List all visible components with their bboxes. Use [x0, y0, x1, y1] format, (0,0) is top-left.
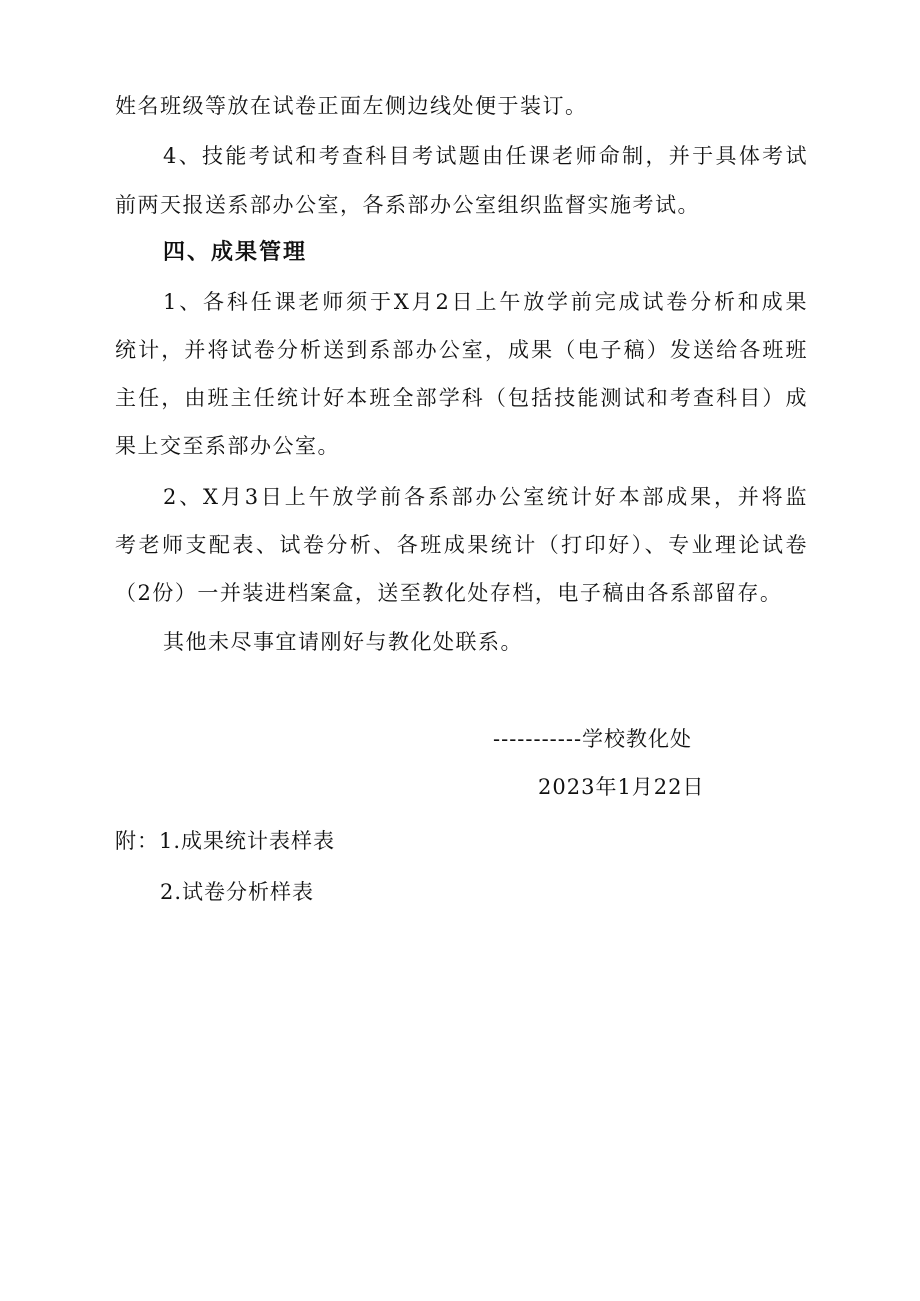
paragraph-continuation-line: 姓名班级等放在试卷正面左侧边线处便于装订。	[115, 94, 588, 118]
signature-date: 2023年1月22日	[538, 775, 705, 799]
attachment-item-2: 2.试卷分析样表	[160, 880, 315, 904]
item4-line-1: 4、技能考试和考查科目考试题由任课老师命制，并于具体考试	[163, 144, 808, 168]
result-item2-line-1: 2、X月3日上午放学前各系部办公室统计好本部成果，并将监	[163, 485, 808, 509]
result-item1-line-3: 主任，由班主任统计好本班全部学科（包括技能测试和考查科目）成	[115, 386, 808, 410]
attachment-item-1: 附：1.成果统计表样表	[115, 829, 336, 853]
result-item1-line-4: 果上交至系部办公室。	[115, 434, 340, 458]
result-item2-line-2: 考老师支配表、试卷分析、各班成果统计（打印好）、专业理论试卷	[115, 533, 808, 557]
other-note: 其他未尽事宜请刚好与教化处联系。	[163, 630, 523, 654]
section4-heading: 四、成果管理	[163, 240, 308, 265]
result-item1-line-1: 1、各科任课老师须于X月2日上午放学前完成试卷分析和成果	[163, 290, 808, 314]
signature-org: -----------学校教化处	[493, 727, 693, 751]
result-item1-line-2: 统计，并将试卷分析送到系部办公室，成果（电子稿）发送给各班班	[115, 338, 808, 362]
item4-line-2: 前两天报送系部办公室，各系部办公室组织监督实施考试。	[115, 193, 700, 217]
result-item2-line-3: （2份）一并装进档案盒，送至教化处存档，电子稿由各系部留存。	[115, 581, 783, 605]
